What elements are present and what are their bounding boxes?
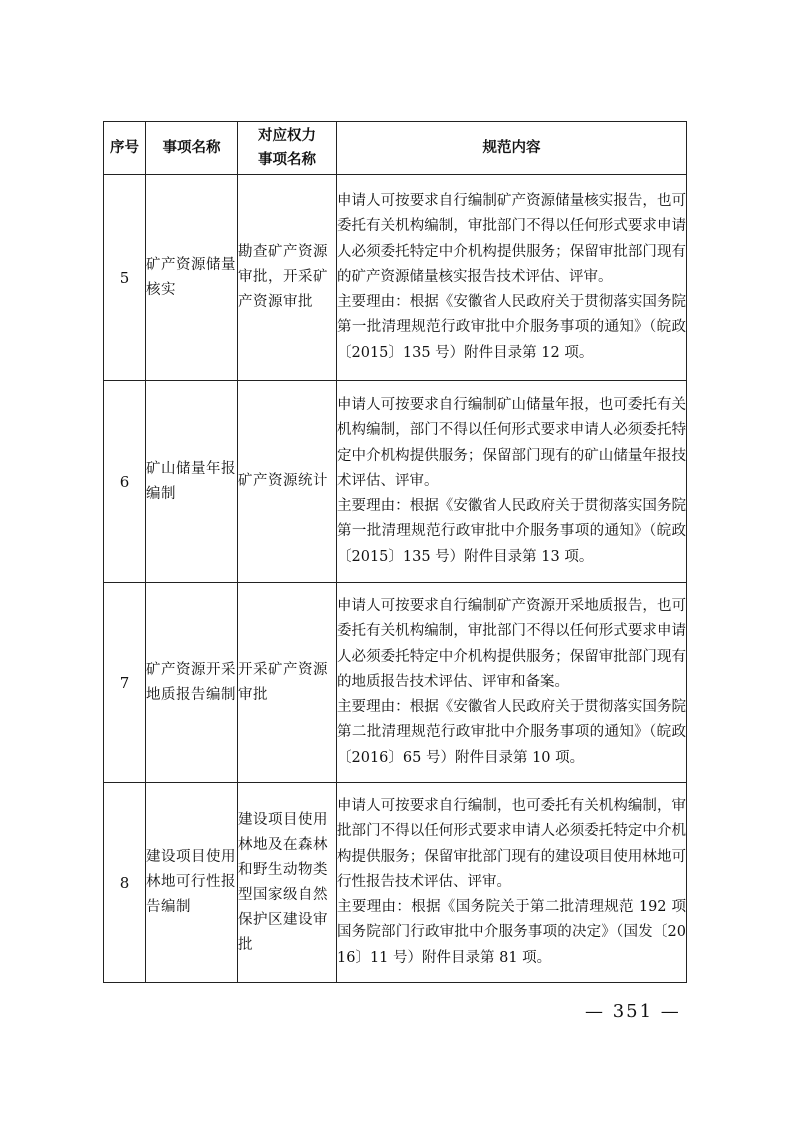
row-number: 8 [104, 783, 146, 983]
items-table [103, 121, 687, 983]
row-item-name: 矿山储量年报编制 [146, 381, 238, 583]
row-content [337, 583, 687, 783]
header-power-line1: 对应权力 [258, 128, 316, 144]
reason-text: 主要理由：根据《安徽省人民政府关于贯彻落实国务院第一批清理规范行政审批中介服务事项的通知》（皖政〔2015〕135 号）附件目录第 13 项。 [337, 498, 686, 565]
table-header-row [104, 122, 687, 175]
header-item-name: 事项名称 [146, 122, 238, 175]
content-text: 申请人可按要求自行编制矿产资源储量核实报告，也可委托有关机构编制，审批部门不得以任何形式要求申请人必须委托特定中介机构提供服务；保留审批部门现有的矿产资源储量核实报告技术评估、评审。 [337, 193, 686, 285]
content-text: 申请人可按要求自行编制，也可委托有关机构编制，审批部门不得以任何形式要求申请人必须委托特定中介机构提供服务；保留审批部门现有的建设项目使用林地可行性报告技术评估、评审。 [337, 798, 686, 890]
reason-text: 主要理由：根据《国务院关于第二批清理规范 192 项国务院部门行政审批中介服务事项的决定》（国发〔2016〕11 号）附件目录第 81 项。 [337, 899, 686, 966]
row-number: 7 [104, 583, 146, 783]
row-power-name: 勘查矿产资源审批，开采矿产资源审批 [238, 175, 337, 381]
reason-text: 主要理由：根据《安徽省人民政府关于贯彻落实国务院第一批清理规范行政审批中介服务事项的通知》（皖政〔2015〕135 号）附件目录第 12 项。 [337, 294, 686, 361]
table-row [104, 583, 687, 783]
row-item-name: 矿产资源储量核实 [146, 175, 238, 381]
row-item-name: 矿产资源开采地质报告编制 [146, 583, 238, 783]
content-text: 申请人可按要求自行编制矿山储量年报，也可委托有关机构编制，部门不得以任何形式要求申请人必须委托特定中介机构提供服务；保留部门现有的矿山储量年报技术评估、评审。 [337, 397, 686, 489]
header-power-line2: 事项名称 [258, 152, 316, 168]
reason-text: 主要理由：根据《安徽省人民政府关于贯彻落实国务院第二批清理规范行政审批中介服务事项的通知》（皖政〔2016〕65 号）附件目录第 10 项。 [337, 699, 686, 766]
row-power-name: 建设项目使用林地及在森林和野生动物类型国家级自然保护区建设审批 [238, 783, 337, 983]
header-number: 序号 [104, 122, 146, 175]
page-number: — 351 — [585, 1001, 681, 1022]
content-text: 申请人可按要求自行编制矿产资源开采地质报告，也可委托有关机构编制，审批部门不得以任何形式要求申请人必须委托特定中介机构提供服务；保留审批部门现有的地质报告技术评估、评审和备案。 [337, 598, 686, 690]
row-power-name: 开采矿产资源审批 [238, 583, 337, 783]
row-item-name: 建设项目使用林地可行性报告编制 [146, 783, 238, 983]
row-number: 6 [104, 381, 146, 583]
header-content: 规范内容 [337, 122, 687, 175]
row-number: 5 [104, 175, 146, 381]
table-row [104, 381, 687, 583]
header-power-item-name [238, 122, 337, 175]
row-content [337, 783, 687, 983]
row-content [337, 381, 687, 583]
row-power-name: 矿产资源统计 [238, 381, 337, 583]
table-row [104, 783, 687, 983]
table-row [104, 175, 687, 381]
row-content [337, 175, 687, 381]
